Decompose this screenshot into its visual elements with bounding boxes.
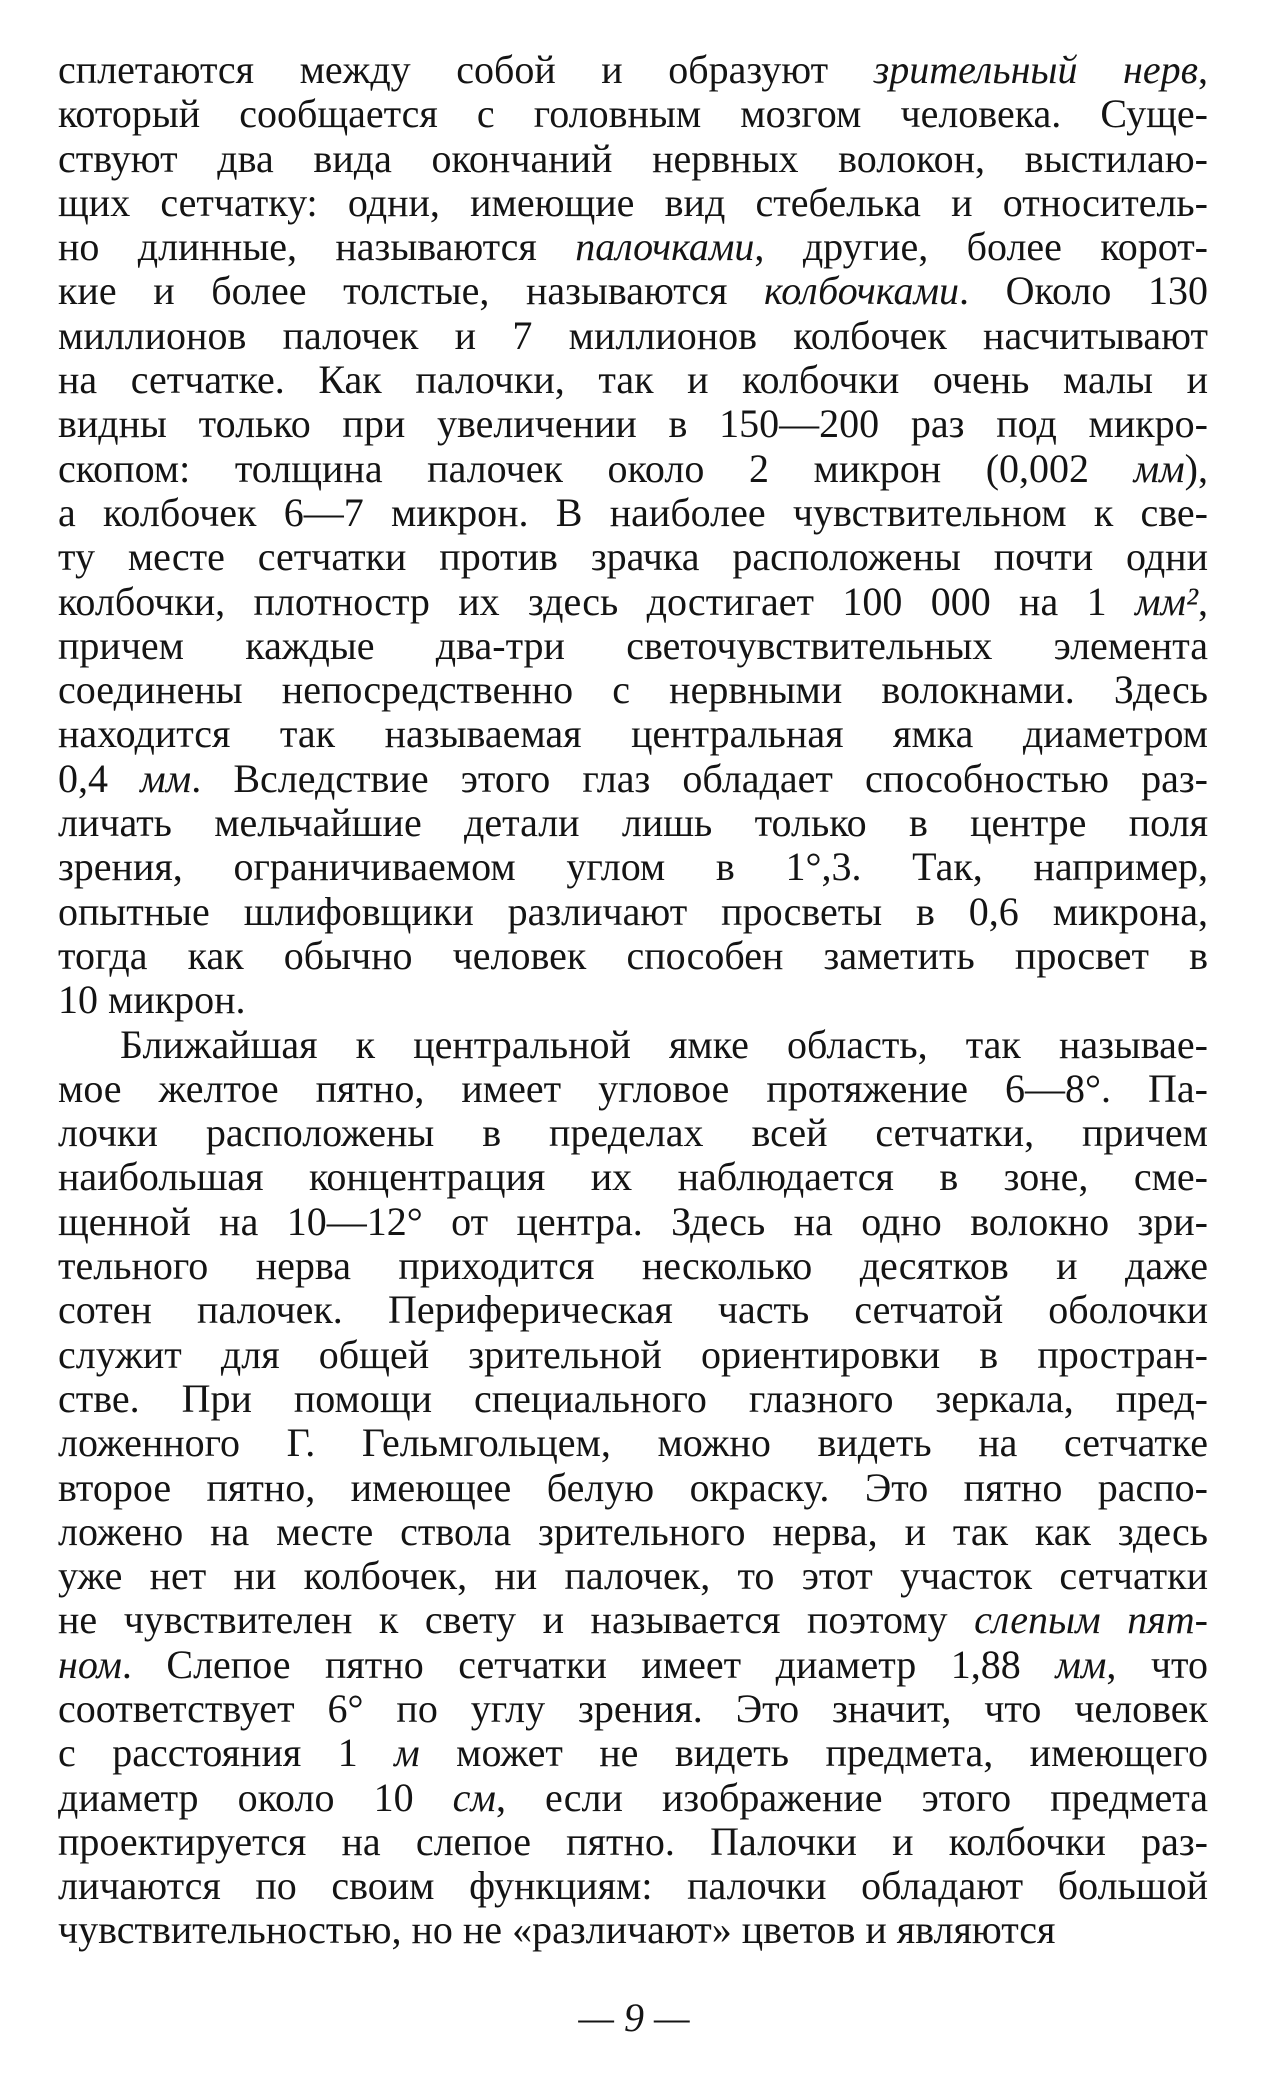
text-run: чувствительностью, но не «различают» цветов и являются — [58, 1907, 1056, 1953]
text-run: видны только при увеличении в 150—200 раз под микро- — [58, 401, 1208, 447]
text-run: зрения, ограничиваемом углом в 1°,3. Так, например, — [58, 844, 1208, 890]
text-run: на сетчатке. Как палочки, так и колбочки очень малы и — [58, 357, 1208, 403]
text-run: , — [1198, 47, 1209, 92]
text-line — [58, 1023, 1208, 1067]
text-run: кие и более толстые, называются — [58, 268, 765, 314]
text-line — [58, 1377, 1208, 1421]
text-line — [58, 1111, 1208, 1155]
italic-term: см — [452, 1774, 496, 1820]
text-run: . Слепое пятно сетчатки имеет диаметр 1,88 — [121, 1641, 1056, 1687]
italic-term: колбочками — [764, 268, 960, 314]
text-run: , другие, более корот- — [754, 224, 1208, 270]
text-line — [58, 1067, 1208, 1111]
text-line — [58, 712, 1208, 756]
text-run: диаметр около 10 — [58, 1774, 453, 1820]
text-run: . Около 130 — [959, 268, 1208, 314]
text-run: который сообщается с головным мозгом человека. Суще- — [58, 91, 1208, 137]
text-run: соединены непосредственно с нервными волокнами. Здесь — [58, 667, 1208, 713]
italic-term: мм — [1133, 445, 1185, 491]
text-line — [58, 269, 1208, 313]
text-run: , — [1198, 578, 1208, 624]
text-line — [58, 1333, 1208, 1377]
text-run: миллионов палочек и 7 миллионов колбочек насчитывают — [58, 312, 1208, 358]
text-run: Ближайшая к центральной ямке область, так называе- — [120, 1021, 1208, 1067]
text-run: . Вследствие этого глаз обладает способностью раз- — [191, 755, 1209, 801]
text-run: тогда как обычно человек способен заметить просвет в — [58, 932, 1208, 978]
text-run: тельного нерва приходится несколько десятков и даже — [58, 1243, 1208, 1289]
text-line — [58, 1820, 1208, 1864]
text-line — [58, 1643, 1208, 1687]
text-line — [58, 1244, 1208, 1288]
text-line — [58, 535, 1208, 579]
text-run: 10 микрон. — [58, 977, 246, 1023]
text-run: 0,4 — [58, 755, 141, 801]
italic-term: палочками — [575, 224, 755, 270]
text-run: опытные шлифовщики различают просветы в 0,6 микрона, — [58, 888, 1208, 934]
text-line — [58, 1510, 1208, 1554]
text-run: служит для общей зрительной ориентировки в простран- — [58, 1331, 1208, 1377]
italic-term: слепым пят- — [974, 1597, 1208, 1643]
text-run: щенной на 10—12° от центра. Здесь на одно волокно зри- — [58, 1198, 1208, 1244]
text-line — [58, 580, 1208, 624]
text-line — [58, 358, 1208, 402]
text-run: ложено на месте ствола зрительного нерва, и так как здесь — [58, 1508, 1208, 1554]
text-run: ), — [1184, 445, 1208, 491]
text-run: , если изображение этого предмета — [495, 1774, 1209, 1820]
italic-term: мм — [1055, 1641, 1107, 1687]
text-run: личаются по своим функциям: палочки обладают большой — [58, 1863, 1208, 1909]
text-line — [58, 181, 1208, 225]
text-run: но длинные, называются — [58, 224, 576, 270]
text-line — [58, 1421, 1208, 1465]
text-run: находится так называемая центральная ямка диаметром — [58, 711, 1208, 757]
text-line — [58, 801, 1208, 845]
text-run: сплетаются между собой и образуют — [58, 47, 874, 92]
page-number — [0, 1994, 1268, 2041]
text-line — [58, 1554, 1208, 1598]
text-line — [58, 978, 1208, 1022]
text-line — [58, 92, 1208, 136]
text-line — [58, 48, 1208, 92]
text-line — [58, 1776, 1208, 1820]
italic-term: зрительный нерв — [873, 47, 1199, 92]
text-run: скопом: толщина палочек около 2 микрон (0,002 — [58, 445, 1134, 491]
text-line — [58, 845, 1208, 889]
text-run: мое желтое пятно, имеет угловое протяжение 6—8°. Па- — [58, 1065, 1208, 1111]
text-run: может не видеть предмета, имеющего — [419, 1730, 1208, 1776]
text-line — [58, 1598, 1208, 1642]
paragraph-2 — [58, 1023, 1208, 1953]
text-run: соответствует 6° по углу зрения. Это значит, что человек — [58, 1685, 1208, 1731]
text-line — [58, 1864, 1208, 1908]
text-run: колбочки, плотностр их здесь достигает 100 000 на 1 — [58, 578, 1135, 624]
text-run: , что — [1106, 1641, 1208, 1687]
text-line — [58, 890, 1208, 934]
text-run: с расстояния 1 — [58, 1730, 395, 1776]
paragraph-1 — [58, 48, 1208, 1023]
text-line — [58, 402, 1208, 446]
text-line — [58, 447, 1208, 491]
text-run: ложенного Г. Гельмгольцем, можно видеть на сетчатке — [58, 1420, 1208, 1466]
text-run: ту месте сетчатки против зрачка расположены почти одни — [58, 534, 1208, 580]
text-run: личать мельчайшие детали лишь только в центре поля — [58, 800, 1208, 846]
text-run: лочки расположены в пределах всей сетчатки, причем — [58, 1110, 1208, 1156]
text-line — [58, 1155, 1208, 1199]
text-run: уже нет ни колбочек, ни палочек, то этот участок сетчатки — [58, 1553, 1208, 1599]
text-run: щих сетчатку: одни, имеющие вид стебелька и относитель- — [58, 179, 1208, 225]
text-line — [58, 1288, 1208, 1332]
text-run: проектируется на слепое пятно. Палочки и колбочки раз- — [58, 1818, 1208, 1864]
text-line — [58, 1466, 1208, 1510]
text-line — [58, 314, 1208, 358]
italic-term: м — [394, 1730, 420, 1776]
text-run: а колбочек 6—7 микрон. В наиболее чувствительном к све- — [58, 489, 1208, 535]
text-run: ствуют два вида окончаний нервных волокон, выстилаю- — [58, 135, 1208, 181]
text-run: причем каждые два-три светочувствительных элемента — [58, 622, 1208, 668]
text-line — [58, 668, 1208, 712]
page-number-text: — 9 — — [578, 1995, 690, 2040]
text-line — [58, 624, 1208, 668]
text-run: второе пятно, имеющее белую окраску. Это пятно распо- — [58, 1464, 1208, 1510]
text-line — [58, 757, 1208, 801]
text-run: стве. При помощи специального глазного зеркала, пред- — [58, 1375, 1208, 1421]
text-line — [58, 491, 1208, 535]
italic-term: мм² — [1134, 578, 1198, 624]
text-line — [58, 225, 1208, 269]
italic-term: мм — [140, 755, 192, 801]
text-line — [58, 137, 1208, 181]
text-line — [58, 1908, 1208, 1952]
italic-term: ном — [58, 1641, 122, 1687]
text-line — [58, 934, 1208, 978]
text-line — [58, 1200, 1208, 1244]
text-run: наибольшая концентрация их наблюдается в зоне, сме- — [58, 1154, 1208, 1200]
text-line — [58, 1731, 1208, 1775]
page-body — [58, 48, 1208, 1953]
text-run: сотен палочек. Периферическая часть сетчатой оболочки — [58, 1287, 1208, 1333]
text-run: не чувствителен к свету и называется поэтому — [58, 1597, 975, 1643]
text-line — [58, 1687, 1208, 1731]
